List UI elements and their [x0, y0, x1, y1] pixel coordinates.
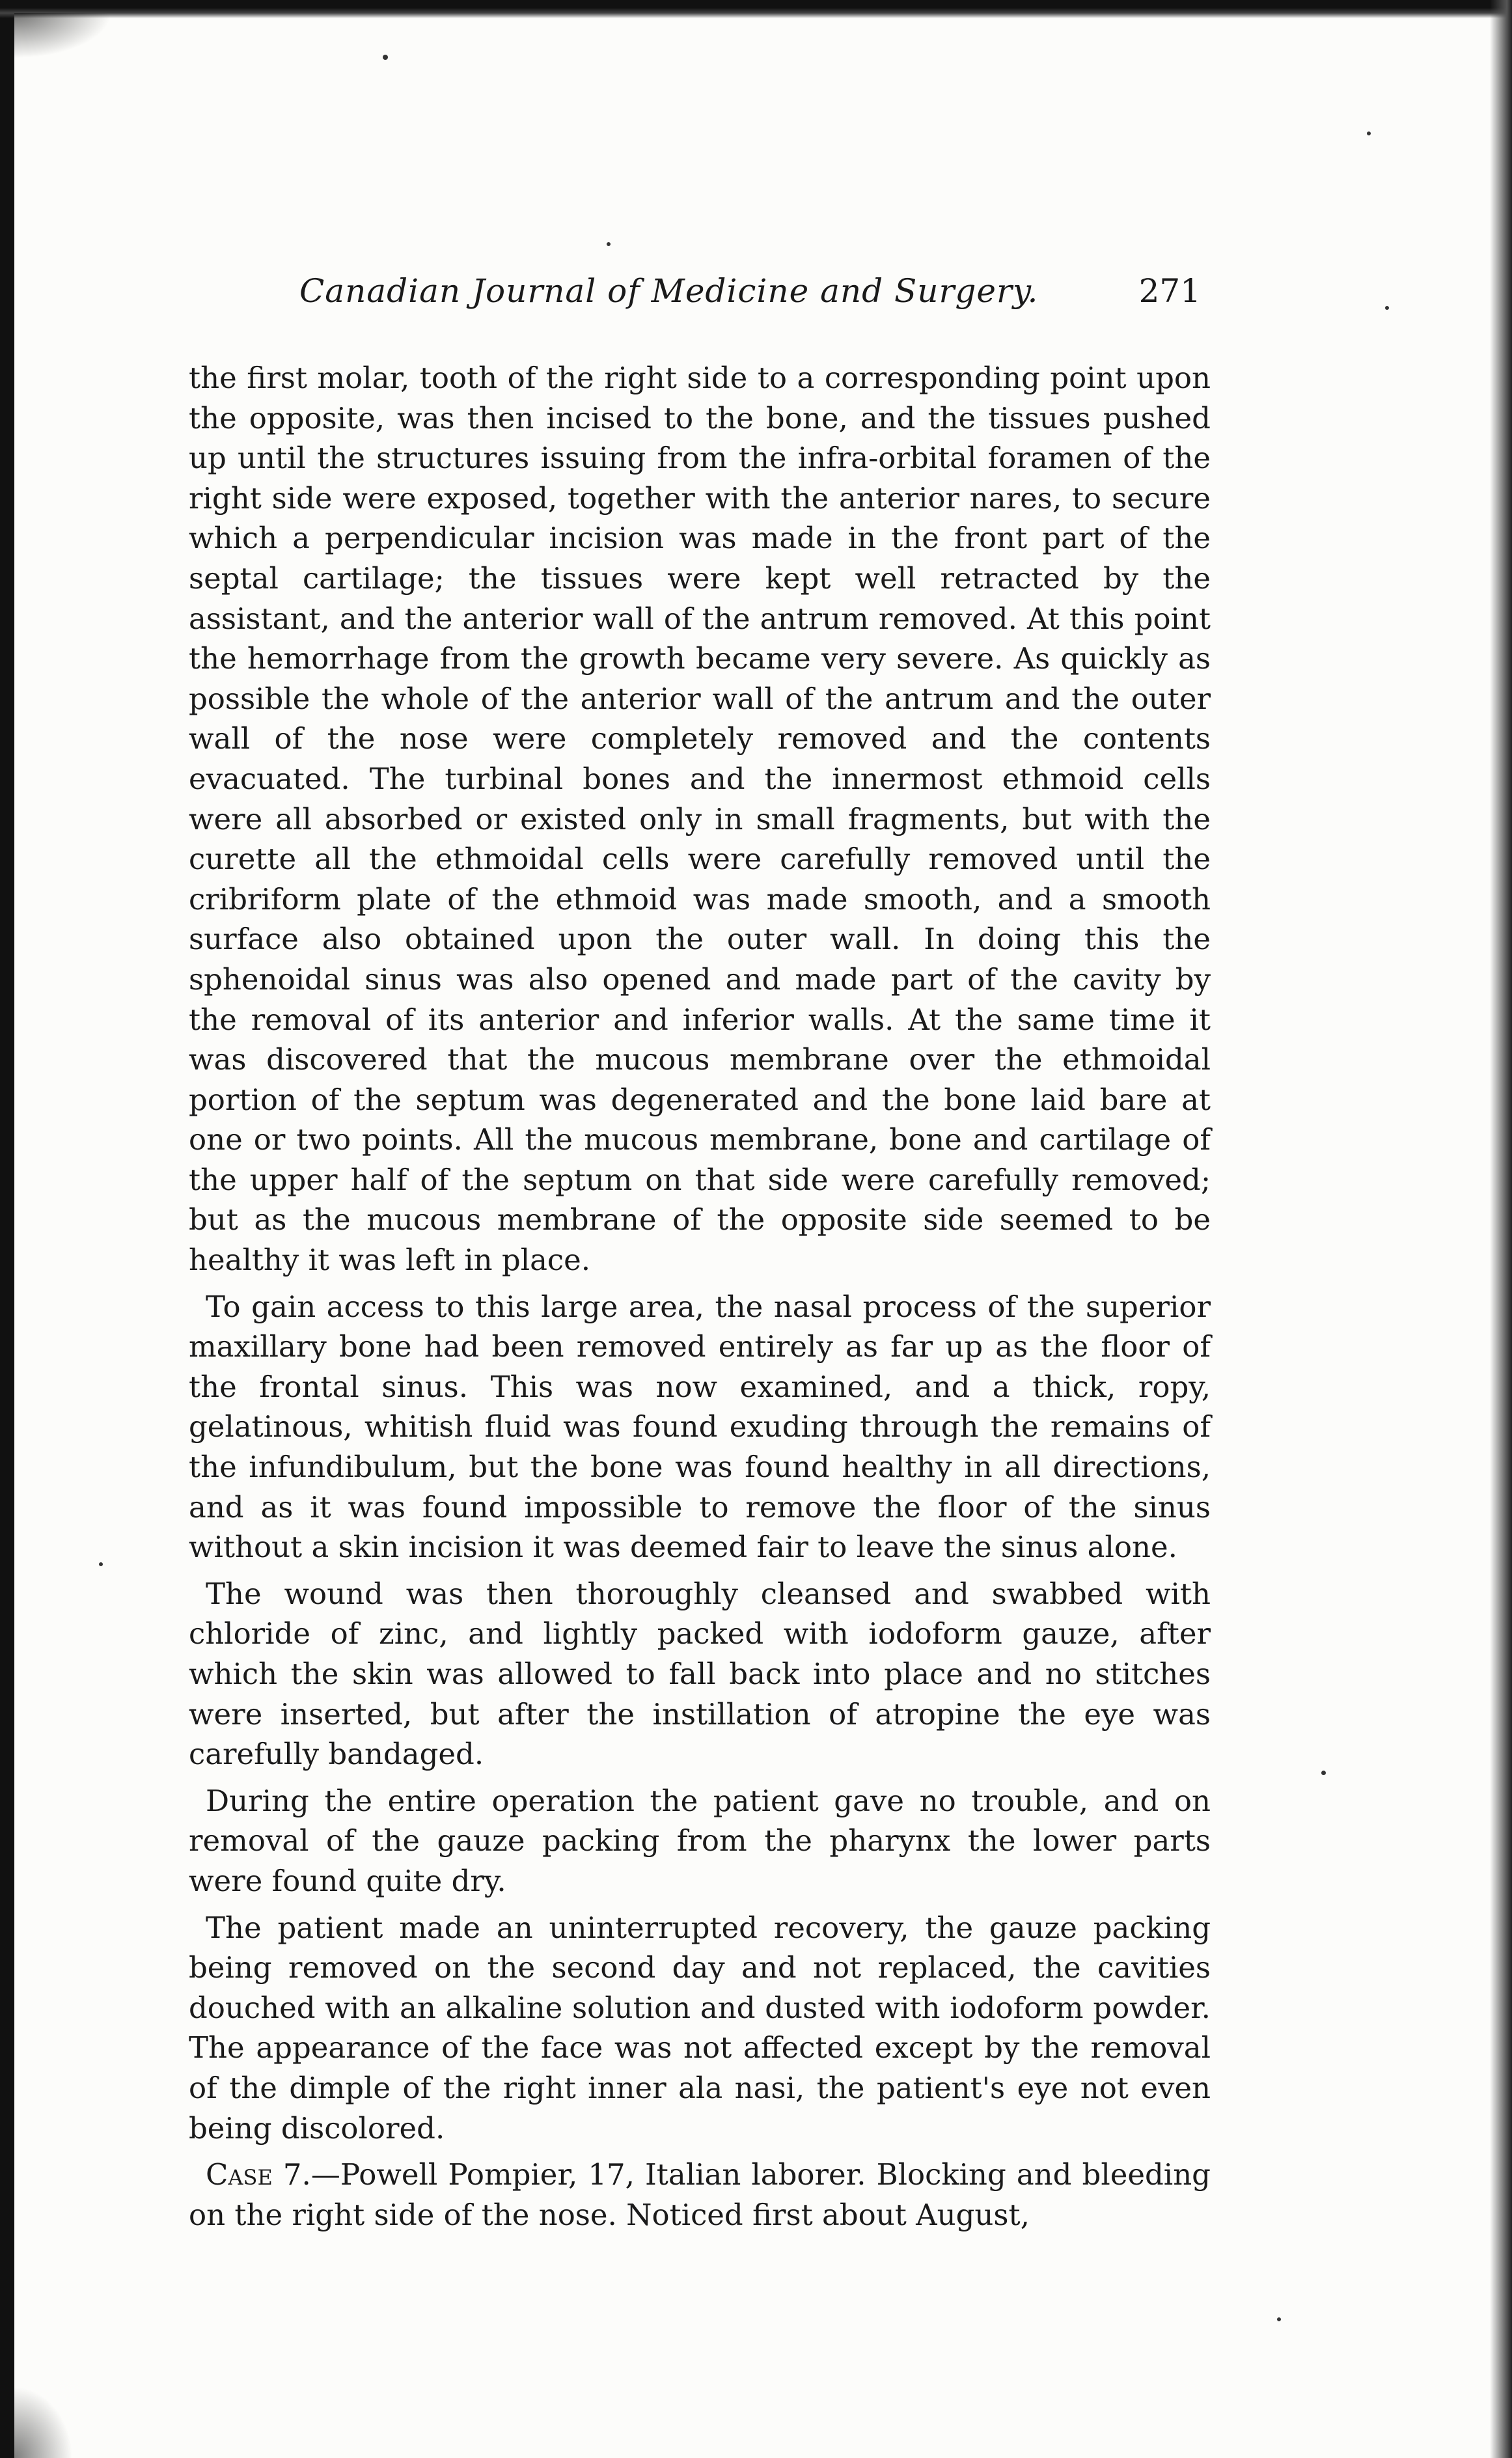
scan-smudge-top-left [14, 13, 112, 59]
speck-mark [1385, 306, 1389, 310]
case-paragraph [189, 2155, 1211, 2235]
speck-mark [99, 1562, 103, 1566]
page-number: 271 [1138, 272, 1201, 310]
paragraph: During the entire operation the patient gave no trouble, and on removal of the gauze packing from the pharynx the lower parts were found quite dry. [189, 1783, 1211, 1898]
paragraph: the first molar, tooth of the right side to a corresponding point upon the opposite, was then incised to the bone, and the tissues pushed up until the structures issuing from the infra-orbital foramen of the right side were exposed, together with the anterior nares, to secure which a perpendicular incision was made in the front part of the septal cartilage; the tissues were kept well retracted by the assistant, and the anterior wall of the antrum removed. At this point the hemorrhage from the growth became very severe. As quickly as possible the whole of the anterior wall of the antrum and the outer wall of the nose were completely removed and the contents evacuated. The turbinal bones and the innermost ethmoid cells were all absorbed or existed only in small fragments, but with the curette all the ethmoidal cells were carefully removed until the cribriform plate of the ethmoid was made smooth, and a smooth surface also obtained upon the outer wall. In doing this the sphenoidal sinus was also opened and made part of the cavity by the removal of its anterior and inferior walls. At the same time it was discovered that the mucous membrane over the ethmoidal portion of the septum was degenerated and the bone laid bare at one or two points. All the mucous membrane, bone and cartilage of the upper half of the septum on that side were carefully removed; but as the mucous membrane of the opposite side seemed to be healthy it was left in place. [189, 361, 1211, 1278]
scan-right-border [1490, 0, 1512, 2458]
speck-mark [607, 242, 611, 246]
paragraph: The wound was then thoroughly cleansed and swabbed with chloride of zinc, and lightly packed with iodoform gauze, after which the skin was allowed to fall back into place and no stitches were inserted, but after the instillation of atropine the eye was carefully bandaged. [189, 1576, 1211, 1772]
running-head [273, 272, 1214, 324]
speck-mark [383, 55, 388, 60]
paragraph: The patient made an uninterrupted recovery, the gauze packing being removed on the second day and not replaced, the cavities douched with an alkaline solution and dusted with iodoform powder. The appearance of the face was not affected except by the removal of the dimple of the right inner ala nasi, the patient's eye not even being discolored. [189, 1910, 1211, 2146]
case-text: —Powell Pompier, 17, Italian laborer. Blocking and bleeding on the right side of the nose. Noticed first about August, [189, 2157, 1211, 2232]
paragraph: To gain access to this large area, the nasal process of the superior maxillary bone had been removed entirely as far up as the floor of the frontal sinus. This was now examined, and a thick, ropy, gelatinous, whitish fluid was found exuding through the remains of the infundibulum, but the bone was found healthy in all directions, and as it was found impossible to remove the floor of the sinus without a skin incision it was deemed fair to leave the sinus alone. [189, 1289, 1211, 1565]
case-label: Case [206, 2157, 273, 2192]
speck-mark [1277, 2317, 1281, 2321]
scan-smudge-bottom-left [14, 2386, 73, 2458]
speck-mark [1367, 131, 1371, 135]
speck-mark [1321, 1771, 1326, 1775]
scan-top-border [0, 0, 1512, 18]
body-text [189, 358, 1211, 2241]
journal-title: Canadian Journal of Medicine and Surgery. [299, 272, 1039, 310]
case-number: 7. [282, 2157, 311, 2192]
scan-left-border [0, 0, 14, 2458]
